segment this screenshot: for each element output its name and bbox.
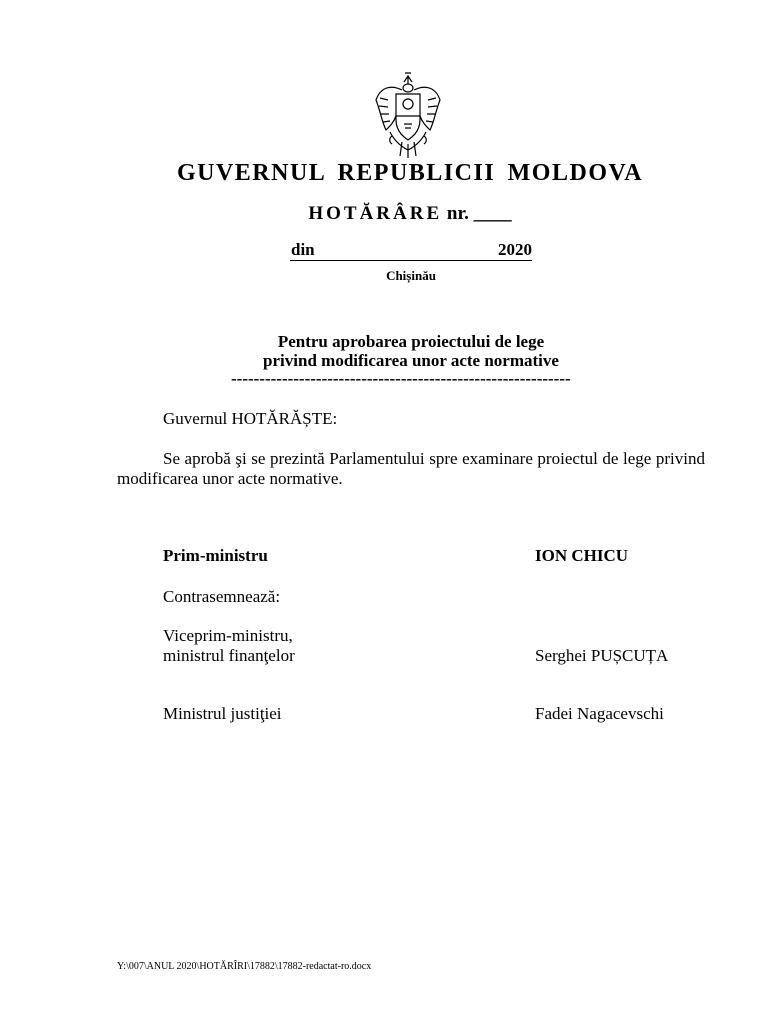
decision-word: HOTĂRÂRE [308, 203, 443, 224]
subject-line-1: Pentru aprobarea proiectului de lege [277, 332, 545, 351]
decision-heading [0, 203, 768, 225]
justice-title: Ministrul justiţiei [163, 704, 282, 723]
countersign-label: Contrasemnează: [163, 587, 281, 606]
date-year: 2020 [498, 240, 532, 259]
decision-date [290, 240, 532, 261]
pm-title: Prim-ministru [163, 546, 268, 565]
justice-name: Fadei Nagacevschi [535, 704, 664, 723]
file-path-footer: Y:\007\ANUL 2020\HOTĂRÎRI\17882\17882-redactat-ro.docx [117, 961, 372, 972]
decision-paragraph: Se aprobă şi se prezintă Parlamentului spre examinare proiectul de lege privind modificarea unor acte normative. [117, 449, 705, 488]
separator: ------------------------------------------------------------ [231, 369, 571, 388]
decision-subject [0, 332, 768, 370]
date-prefix: din [291, 240, 315, 259]
government-title: GUVERNUL REPUBLICII MOLDOVA [176, 160, 644, 186]
city: Chișinău [386, 268, 436, 283]
subject-line-2: privind modificarea unor acte normative [263, 351, 559, 370]
coat-of-arms-icon [370, 70, 446, 160]
vice-title-line-1: Viceprim-ministru, [163, 626, 293, 645]
vice-name: Serghei PUȘCUȚA [535, 646, 669, 665]
decision-intro: Guvernul HOTĂRĂȘTE: [163, 409, 338, 428]
pm-name: ION CHICU [535, 546, 629, 565]
vice-title-line-2: ministrul finanţelor [163, 646, 295, 665]
decision-number: nr. ____ [446, 203, 512, 224]
